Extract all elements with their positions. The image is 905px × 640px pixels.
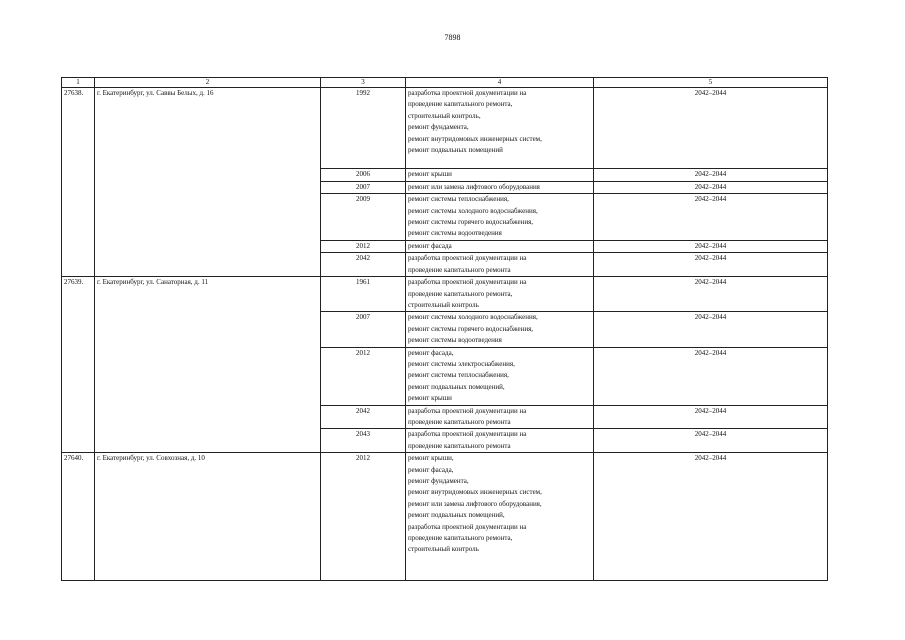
- works-cell: [406, 453, 594, 581]
- year-cell: 2042: [321, 253, 406, 277]
- work-item: ремонт фундамента,: [408, 123, 469, 132]
- work-item: ремонт или замена лифтового оборудования: [408, 182, 540, 191]
- work-item: ремонт внутридомовых инженерных систем,: [408, 134, 542, 143]
- work-item: проведение капитального ремонта: [408, 417, 511, 426]
- work-item: ремонт крыши,: [408, 454, 454, 463]
- object-number: 27639.: [62, 277, 95, 453]
- year-cell: 2006: [321, 169, 406, 181]
- work-item: ремонт или замена лифтового оборудования,: [408, 499, 542, 508]
- works-cell: [406, 429, 594, 453]
- work-item: проведение капитального ремонта,: [408, 289, 513, 298]
- year-cell: 2007: [321, 312, 406, 347]
- term-cell: 2042–2044: [594, 453, 828, 581]
- work-item: проведение капитального ремонта: [408, 441, 511, 450]
- work-item: ремонт системы горячего водоснабжения,: [408, 324, 534, 333]
- year-cell: 2043: [321, 429, 406, 453]
- work-item: ремонт внутридомовых инженерных систем,: [408, 488, 542, 497]
- page-number: 7898: [444, 33, 461, 42]
- header-col-3: 3: [321, 78, 406, 88]
- spacer: [408, 156, 591, 168]
- work-item: разработка проектной документации на: [408, 254, 527, 263]
- term-cell: 2042–2044: [594, 429, 828, 453]
- year-cell: 2042: [321, 405, 406, 429]
- year-cell: 1961: [321, 277, 406, 312]
- work-item: разработка проектной документации на: [408, 522, 527, 531]
- work-item: ремонт фасада,: [408, 465, 454, 474]
- work-item: ремонт системы горячего водоснабжения,: [408, 218, 534, 227]
- works-cell: [406, 405, 594, 429]
- work-item: ремонт системы теплоснабжения,: [408, 195, 509, 204]
- work-item: разработка проектной документации на: [408, 406, 527, 415]
- work-item: разработка проектной документации на: [408, 89, 527, 97]
- header-col-5: 5: [594, 78, 828, 88]
- work-item: ремонт крыши: [408, 170, 452, 179]
- term-cell: 2042–2044: [594, 240, 828, 252]
- header-col-4: 4: [406, 78, 594, 88]
- works-cell: [406, 169, 594, 181]
- year-cell: 2007: [321, 181, 406, 193]
- year-cell: 2012: [321, 453, 406, 581]
- work-item: ремонт системы теплоснабжения,: [408, 371, 509, 380]
- table-row: [62, 88, 828, 169]
- term-cell: 2042–2044: [594, 88, 828, 169]
- works-cell: [406, 240, 594, 252]
- object-address: г. Екатеринбург, ул. Санаторная, д. 11: [95, 277, 321, 453]
- term-cell: 2042–2044: [594, 169, 828, 181]
- term-cell: 2042–2044: [594, 347, 828, 405]
- work-item: ремонт подвальных помещений: [408, 146, 503, 155]
- work-item: ремонт системы холодного водоснабжения,: [408, 206, 538, 215]
- year-cell: 1992: [321, 88, 406, 169]
- table-row: [62, 453, 828, 581]
- object-address: г. Екатеринбург, ул. Совхозная, д. 10: [95, 453, 321, 581]
- year-cell: 2012: [321, 240, 406, 252]
- work-item: ремонт крыши: [408, 394, 452, 403]
- object-number: 27640.: [62, 453, 95, 581]
- works-cell: [406, 181, 594, 193]
- work-item: строительный контроль: [408, 545, 479, 554]
- work-item: разработка проектной документации на: [408, 278, 527, 287]
- work-item: ремонт фундамента,: [408, 477, 469, 485]
- term-cell: 2042–2044: [594, 253, 828, 277]
- spacer: [408, 556, 591, 580]
- term-cell: 2042–2044: [594, 277, 828, 312]
- work-item: ремонт системы водоотведения: [408, 336, 502, 345]
- header-col-2: 2: [95, 78, 321, 88]
- work-item: проведение капитального ремонта,: [408, 100, 513, 109]
- work-item: строительный контроль,: [408, 111, 481, 120]
- repair-schedule-table: [61, 77, 828, 581]
- work-item: ремонт системы водоотведения: [408, 229, 502, 238]
- works-cell: [406, 347, 594, 405]
- year-cell: 2009: [321, 194, 406, 241]
- year-cell: 2012: [321, 347, 406, 405]
- work-item: ремонт фасада,: [408, 348, 454, 357]
- work-item: разработка проектной документации на: [408, 430, 527, 439]
- header-col-1: 1: [62, 78, 95, 88]
- term-cell: 2042–2044: [594, 312, 828, 347]
- table-row: [62, 277, 828, 312]
- works-cell: [406, 253, 594, 277]
- works-cell: [406, 312, 594, 347]
- works-cell: [406, 277, 594, 312]
- header-row: [62, 78, 828, 88]
- term-cell: 2042–2044: [594, 194, 828, 241]
- work-item: ремонт системы электроснабжения,: [408, 359, 515, 368]
- work-item: проведение капитального ремонта: [408, 265, 511, 274]
- work-item: ремонт подвальных помещений,: [408, 382, 505, 391]
- work-item: проведение капитального ремонта,: [408, 534, 513, 543]
- term-cell: 2042–2044: [594, 181, 828, 193]
- object-number: 27638.: [62, 88, 95, 277]
- work-item: ремонт фасада: [408, 241, 452, 250]
- work-item: ремонт системы холодного водоснабжения,: [408, 313, 538, 322]
- work-item: ремонт подвальных помещений,: [408, 511, 505, 520]
- work-item: строительный контроль: [408, 300, 479, 309]
- works-cell: [406, 88, 594, 169]
- works-cell: [406, 194, 594, 241]
- object-address: г. Екатеринбург, ул. Саввы Белых, д. 16: [95, 88, 321, 277]
- term-cell: 2042–2044: [594, 405, 828, 429]
